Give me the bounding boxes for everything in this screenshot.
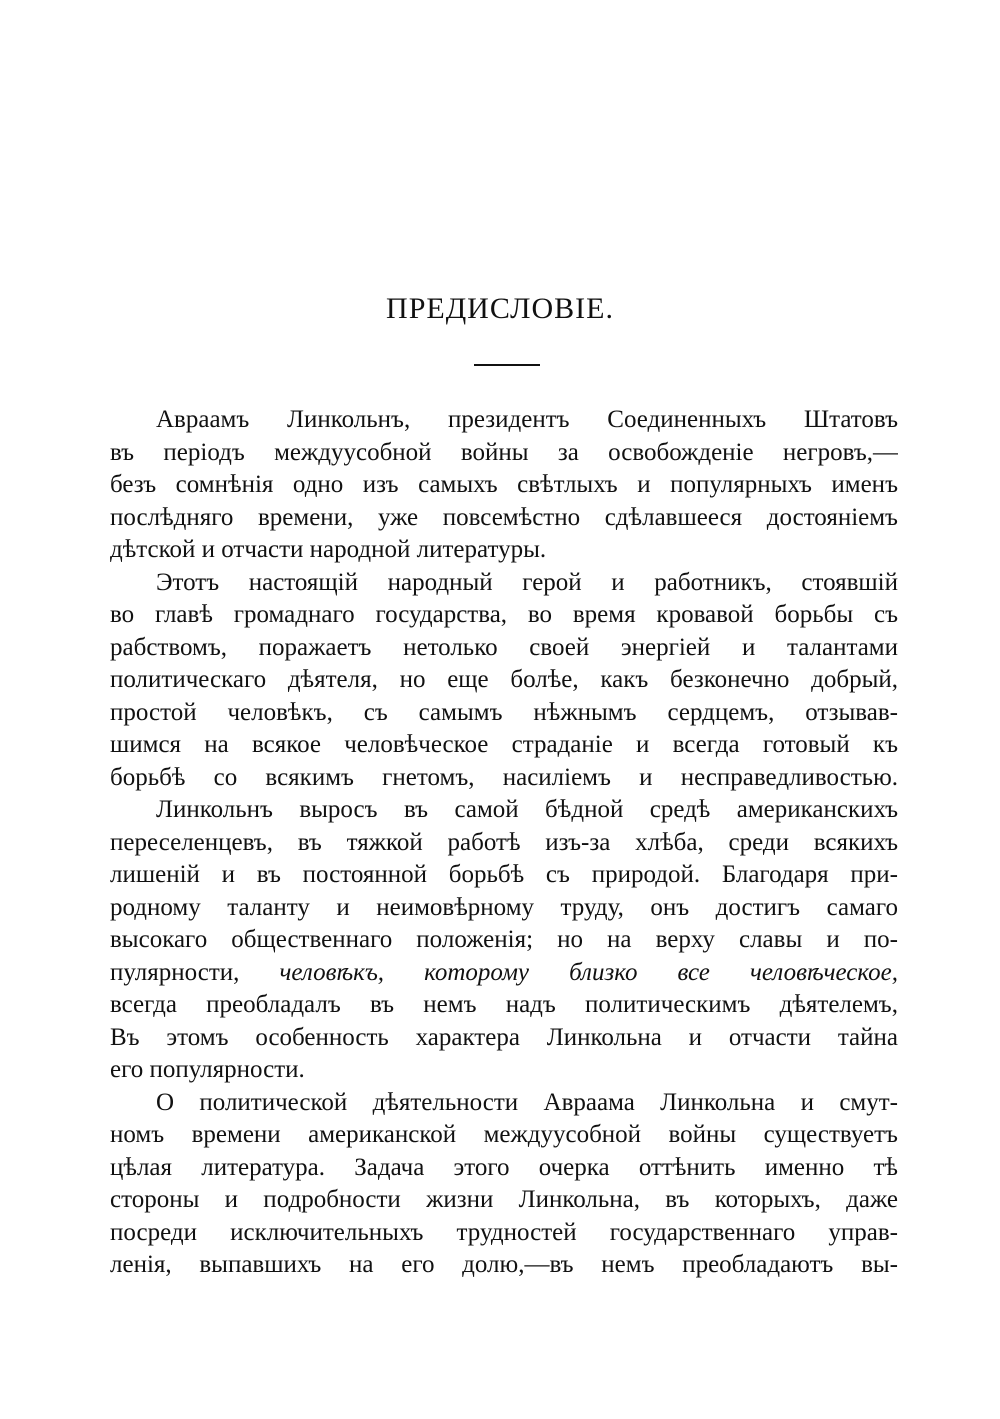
title-divider xyxy=(474,364,540,366)
italic-emphasis: человѣкъ, которому близко все человѣческое, xyxy=(279,958,898,986)
text-line: во главѣ громаднаго государства, во время кровавой борьбы съ xyxy=(110,601,898,628)
text-line: лишеній и въ постоянной борьбѣ съ природой. Благодаря при- xyxy=(110,861,898,888)
text-line: его популярности. xyxy=(110,1056,305,1083)
text-line: высокаго общественнаго положенія; но на верху славы и по- xyxy=(110,926,898,953)
text-line: политическаго дѣятеля, но еще болѣе, какъ безконечно добрый, xyxy=(110,666,898,693)
text-line: О политической дѣятельности Авраама Линкольна и смут- xyxy=(156,1088,898,1116)
text-line: дѣтской и отчасти народной литературы. xyxy=(110,536,547,563)
text-line: въ періодъ междуусобной войны за освобожденіе негровъ,— xyxy=(110,438,898,466)
text-line: безъ сомнѣнія одно изъ самыхъ свѣтлыхъ и популярныхъ именъ xyxy=(110,471,898,498)
text-line: стороны и подробности жизни Линкольна, въ которыхъ, даже xyxy=(110,1186,898,1213)
text-segment: пулярности, xyxy=(110,958,240,986)
preface-text xyxy=(110,404,898,1282)
text-line: Въ этомъ особенность характера Линкольна и отчасти тайна xyxy=(110,1023,898,1051)
text-line: простой человѣкъ, съ самымъ нѣжнымъ сердцемъ, отзывав- xyxy=(110,698,898,726)
text-line: номъ времени американской междуусобной войны существуетъ xyxy=(110,1121,898,1148)
text-line: родному таланту и неимовѣрному труду, онъ достигъ самаго xyxy=(110,893,898,921)
text-line: посреди исключительныхъ трудностей государственнаго управ- xyxy=(110,1218,898,1246)
text-line: шимся на всякое человѣческое страданіе и всегда готовый къ xyxy=(110,731,898,758)
text-line: цѣлая литература. Задача этого очерка оттѣнить именно тѣ xyxy=(110,1153,898,1181)
page-title: ПРЕДИСЛОВІЕ. xyxy=(386,292,614,325)
text-line: Линкольнъ выросъ въ самой бѣдной средѣ американскихъ xyxy=(156,796,898,823)
text-line: борьбѣ со всякимъ гнетомъ, насиліемъ и несправедливостью. xyxy=(110,763,898,791)
text-line: ленія, выпавшихъ на его долю,—въ немъ преобладаютъ вы- xyxy=(110,1251,898,1278)
text-line: рабствомъ, поражаетъ нетолько своей энергіей и талантами xyxy=(110,633,898,661)
text-line: всегда преобладалъ въ немъ надъ политическимъ дѣятелемъ, xyxy=(110,991,898,1018)
text-line: послѣдняго времени, уже повсемѣстно сдѣлавшееся достояніемъ xyxy=(110,503,898,531)
text-line: Этотъ настоящій народный герой и работникъ, стоявшій xyxy=(156,568,898,596)
text-line: переселенцевъ, въ тяжкой работѣ изъ-за хлѣба, среди всякихъ xyxy=(110,828,898,856)
text-line-mixed xyxy=(110,957,898,990)
text-line: Авраамъ Линкольнъ, президентъ Соединенныхъ Штатовъ xyxy=(156,406,898,433)
